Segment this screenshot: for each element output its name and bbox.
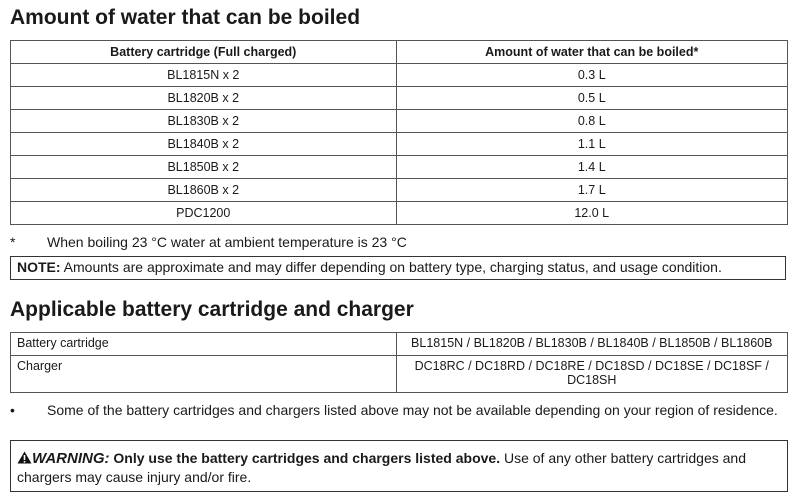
cell-amount: 1.1 L xyxy=(396,133,788,156)
note-text: Amounts are approximate and may differ depending on battery type, charging status, and usage condition. xyxy=(60,259,722,275)
cell-battery: PDC1200 xyxy=(11,202,397,225)
cell-value: DC18RC / DC18RD / DC18RE / DC18SD / DC18SE / DC18SF / DC18SH xyxy=(396,356,788,393)
warning-triangle-icon xyxy=(17,451,32,464)
cell-value: BL1815N / BL1820B / BL1830B / BL1840B / BL1850B / BL1860B xyxy=(396,333,788,356)
cell-amount: 1.7 L xyxy=(396,179,788,202)
table-row xyxy=(11,356,788,393)
note-box xyxy=(10,256,786,280)
cell-battery: BL1815N x 2 xyxy=(11,64,397,87)
water-amount-table xyxy=(10,40,788,225)
cell-battery: BL1850B x 2 xyxy=(11,156,397,179)
table-row xyxy=(11,333,788,356)
cell-label: Battery cartridge xyxy=(11,333,397,356)
bullet-mark: • xyxy=(10,402,15,418)
table-row xyxy=(11,202,788,225)
cell-battery: BL1860B x 2 xyxy=(11,179,397,202)
footnote-mark: * xyxy=(10,234,16,250)
warning-strong-text: Only use the battery cartridges and chargers listed above. xyxy=(109,450,501,466)
cell-battery: BL1840B x 2 xyxy=(11,133,397,156)
table-row xyxy=(11,156,788,179)
cell-amount: 0.5 L xyxy=(396,87,788,110)
table-header-row xyxy=(11,41,788,64)
applicable-table xyxy=(10,332,788,393)
header-battery-cartridge: Battery cartridge (Full charged) xyxy=(11,41,397,64)
cell-battery: BL1820B x 2 xyxy=(11,87,397,110)
cell-amount: 0.8 L xyxy=(396,110,788,133)
table-row xyxy=(11,133,788,156)
table-row xyxy=(11,64,788,87)
table-row xyxy=(11,110,788,133)
section-title-applicable: Applicable battery cartridge and charger xyxy=(10,298,414,321)
warning-label: WARNING: xyxy=(32,450,110,467)
footnote-text: When boiling 23 °C water at ambient temperature is 23 °C xyxy=(47,234,407,250)
cell-amount: 1.4 L xyxy=(396,156,788,179)
table-row xyxy=(11,179,788,202)
cell-amount: 12.0 L xyxy=(396,202,788,225)
warning-box xyxy=(10,440,788,492)
bullet-text: Some of the battery cartridges and chargers listed above may not be available depending on your region of residence. xyxy=(47,402,778,418)
section-title-water: Amount of water that can be boiled xyxy=(10,6,361,29)
table-row xyxy=(11,87,788,110)
cell-amount: 0.3 L xyxy=(396,64,788,87)
note-label: NOTE: xyxy=(17,259,61,275)
warning-text: Use of any other battery cartridges and chargers may cause injury and/or fire. xyxy=(17,450,746,485)
cell-battery: BL1830B x 2 xyxy=(11,110,397,133)
cell-label: Charger xyxy=(11,356,397,393)
header-water-amount: Amount of water that can be boiled* xyxy=(396,41,788,64)
